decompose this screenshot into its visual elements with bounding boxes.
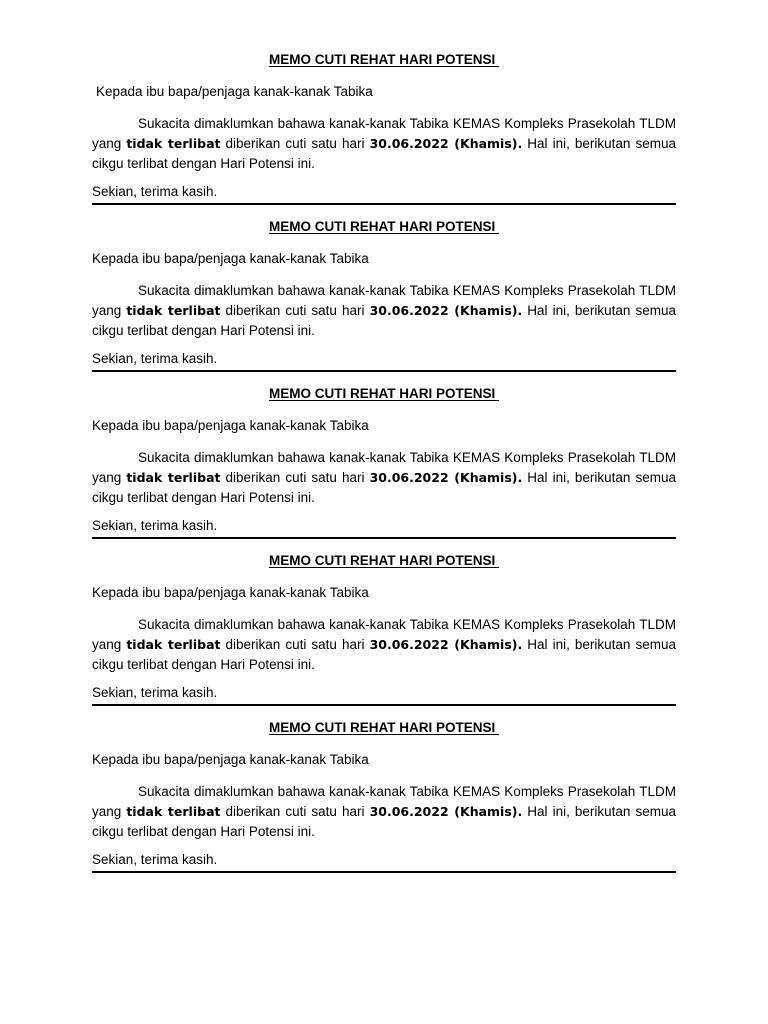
memo-body-text: Hal ini, berikutan semua cikgu terlibat dengan Hari Potensi ini. bbox=[92, 470, 676, 505]
memo-closing: Sekian, terima kasih. bbox=[92, 184, 218, 199]
memo-body-emphasis: tidak terlibat bbox=[126, 470, 221, 485]
memo-body-text: diberikan cuti satu hari bbox=[220, 470, 370, 485]
memo-body-date: 30.06.2022 (Khamis). bbox=[369, 136, 523, 151]
memo-body-emphasis: tidak terlibat bbox=[126, 136, 221, 151]
memo-body-emphasis: tidak terlibat bbox=[126, 637, 221, 652]
memo-body-text: Hal ini, berikutan semua cikgu terlibat dengan Hari Potensi ini. bbox=[92, 637, 676, 672]
memo-1 bbox=[92, 52, 676, 219]
memo-body bbox=[92, 615, 676, 675]
memo-closing: Sekian, terima kasih. bbox=[92, 852, 218, 867]
memo-body-emphasis: tidak terlibat bbox=[126, 804, 221, 819]
memo-divider bbox=[92, 704, 676, 706]
memo-body-date: 30.06.2022 (Khamis). bbox=[369, 303, 523, 318]
memo-body-text: Sukacita dimaklumkan bahawa kanak-kanak Tabika KEMAS Kompleks Prasekolah TLDM yang bbox=[92, 450, 676, 485]
memo-body-date: 30.06.2022 (Khamis). bbox=[369, 637, 523, 652]
memo-title: MEMO CUTI REHAT HARI POTENSI bbox=[268, 386, 499, 401]
memo-greeting: Kepada ibu bapa/penjaga kanak-kanak Tabika bbox=[92, 585, 369, 600]
memo-closing: Sekian, terima kasih. bbox=[92, 685, 218, 700]
memo-body-text: Sukacita dimaklumkan bahawa kanak-kanak Tabika KEMAS Kompleks Prasekolah TLDM yang bbox=[92, 116, 676, 151]
memo-2 bbox=[92, 219, 676, 386]
memo-body-text: Sukacita dimaklumkan bahawa kanak-kanak Tabika KEMAS Kompleks Prasekolah TLDM yang bbox=[92, 617, 676, 652]
memo-divider bbox=[92, 537, 676, 539]
memo-body-text: diberikan cuti satu hari bbox=[220, 303, 370, 318]
memo-divider bbox=[92, 370, 676, 372]
memo-body-text: diberikan cuti satu hari bbox=[220, 637, 370, 652]
memo-closing: Sekian, terima kasih. bbox=[92, 518, 218, 533]
memo-greeting: Kepada ibu bapa/penjaga kanak-kanak Tabika bbox=[92, 418, 369, 433]
memo-body bbox=[92, 448, 676, 508]
memo-greeting: Kepada ibu bapa/penjaga kanak-kanak Tabika bbox=[92, 251, 369, 266]
memo-divider bbox=[92, 871, 676, 873]
memo-body-text: Hal ini, berikutan semua cikgu terlibat dengan Hari Potensi ini. bbox=[92, 804, 676, 839]
memo-closing: Sekian, terima kasih. bbox=[92, 351, 218, 366]
memo-title: MEMO CUTI REHAT HARI POTENSI bbox=[268, 52, 499, 67]
memo-body-text: diberikan cuti satu hari bbox=[220, 804, 370, 819]
memo-4 bbox=[92, 553, 676, 720]
memo-body-text: Hal ini, berikutan semua cikgu terlibat dengan Hari Potensi ini. bbox=[92, 303, 676, 338]
memo-body bbox=[92, 281, 676, 341]
memo-5 bbox=[92, 720, 676, 887]
memo-divider bbox=[92, 203, 676, 205]
memo-body-text: Hal ini, berikutan semua cikgu terlibat dengan Hari Potensi ini. bbox=[92, 136, 676, 171]
memo-body-text: diberikan cuti satu hari bbox=[220, 136, 370, 151]
memo-body-date: 30.06.2022 (Khamis). bbox=[369, 804, 523, 819]
memo-greeting: Kepada ibu bapa/penjaga kanak-kanak Tabika bbox=[92, 752, 369, 767]
memo-title: MEMO CUTI REHAT HARI POTENSI bbox=[268, 553, 499, 568]
memo-title: MEMO CUTI REHAT HARI POTENSI bbox=[268, 720, 499, 735]
memo-greeting: Kepada ibu bapa/penjaga kanak-kanak Tabika bbox=[96, 84, 373, 99]
memo-body bbox=[92, 782, 676, 842]
memo-body-emphasis: tidak terlibat bbox=[126, 303, 221, 318]
memo-title: MEMO CUTI REHAT HARI POTENSI bbox=[268, 219, 499, 234]
memo-3 bbox=[92, 386, 676, 553]
memo-body-text: Sukacita dimaklumkan bahawa kanak-kanak Tabika KEMAS Kompleks Prasekolah TLDM yang bbox=[92, 784, 676, 819]
memo-body-date: 30.06.2022 (Khamis). bbox=[369, 470, 523, 485]
memo-body bbox=[92, 114, 676, 174]
document-page bbox=[92, 0, 676, 887]
memo-body-text: Sukacita dimaklumkan bahawa kanak-kanak Tabika KEMAS Kompleks Prasekolah TLDM yang bbox=[92, 283, 676, 318]
